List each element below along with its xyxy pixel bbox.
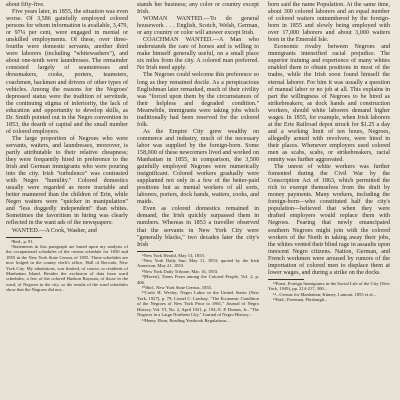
body-paragraph: born said the name Population. At the same time, about 300 colored laborers and an equal number of colored waiters outnumbered by the foreign-born in 1855 and slowly being employed with over 17,000 laborers and about 3,000 waiters born in the Emerald Isle. <box>268 2 390 44</box>
footnote: ¹¹Carlo H. Wesley, Negro Labor in the United States (New York, 1927), p. 79; Lionel C. Lindsay, "The Economic Condition of the Negroes of New York Prior to 1861," Journal of Negro History, Vol. VI, No. 2, April 1921, p. 194; E. P. Dumas, Jr., "The Negroes in a Large Northern City," Journal of Negro History... <box>137 290 259 318</box>
want-ad: WOMAN WANTED.—To do general housework . . . English, Scotch, Welsh, German, or any country or color will answer except Irish. <box>137 16 259 37</box>
footnote-rule <box>268 279 304 280</box>
footnote: ⁸New York Daily Tribune, Mar. 16, 1853. <box>142 268 219 274</box>
body-paragraph: Five years later, in 1855, the situation was even worse. Of 3,586 gainfully employed colored persons for whom information is available, 3,479, or 97¼ per cent, were engaged in menial or unskilled employments. Of these, over three-fourths were domestic servants, another third were laborers (including "whitewashers"), and about one-tenth were laundresses. The remainder consisted largely of seamstresses and dressmakers, cooks, porters, teamsters, coachmen, hackmen and drivers of other types of vehicles. Among the reasons for the Negroes' depressed status were the tradition of servitude, the continuing stigma of inferiority, the lack of education and opportunity to develop skills, as Dr. Smith pointed out in the Negro convention in 1853, the dearth of capital and the small number of colored employers. <box>6 9 128 135</box>
text-column-3 <box>268 2 390 302</box>
body-paragraph: The unrest of white workers was further fomented during the Civil War by the Conscription Act of 1863, which permitted the rich to exempt themselves from the draft by money payments. Many workers, including the foreign-born—who constituted half the city's population—believed that when they were drafted employers would replace them with Negroes. Fearing that newly emancipated southern Negroes might join with the colored workers of the North in taking away their jobs, the whites vented their blind rage in assaults upon innocent Negro citizens. Nation, German, and French workmen were aroused by rumors of the importation of colored men to displace them at lower wages, and during a strike on the docks <box>268 164 390 276</box>
footnote: ¹⁵Ibid.; Freeman, Pittsburgh... <box>273 297 328 303</box>
body-paragraph: Even as colored domestics remained in demand, the Irish quickly surpassed them in numbers. Whereas in 1853 a traveller observed that the servants in New York City were "generally blacks," two decades later the city's Irish <box>137 206 259 248</box>
body-paragraph: As the Empire City grew wealthy on commerce and industry, much of the necessary labor was supplied by the foreign-born. Some 158,000 of these newcomers lived and worked on Manhattan in 1855, in comparison, the 3,500 gainfully employed Negroes were numerically insignificant. Colored workers gradually were supplanted not only in a few of the better-paid positions but as menial workers of all sorts, laborers, porters, dock hands, waiters, cooks, and maids. <box>137 128 259 206</box>
body-paragraph: Economic rivalry between Negroes and immigrants intensified racial prejudice. The superior training and experience of many whites enabled them to obtain positions in most of the trades, while the Irish soon found himself the eternal laborer. For him it was usually a question of manual labor or no job at all. This explains in part the willingness of Negroes to be hired as strikebreakers; as dock hands and construction workers, should white laborers demand higher wages. In 1855, for example, when Irish laborers at the Erie Railroad depot struck for $1.25 a day and a working limit of ten hours, Negroes, allegedly armed with revolvers, were hired in their places. Whenever employers used colored men as scabs, scabs, or strikebreakers, racial enmity was further aggravated. <box>268 44 390 164</box>
footnote: ¹³Ernst, Foreign Immigrants in the Social Life of the City (New York, 1949), pp. 214-217, 300... <box>268 280 390 292</box>
want-ad: COACHMAN WANTED.—A Man who understands the care of horses and is willing to make himself generally useful, on a small place six miles from the city. A colored man preferred. No Irish need apply. <box>137 37 259 72</box>
body-paragraph: WANTED.—A Cook, Washer, and <box>12 227 97 234</box>
footnote: ⁶New York Herald, May 13, 1853. <box>142 252 205 258</box>
footnote: ¹²Henry Ebon, Reading Yearbook Regulations... <box>142 317 230 323</box>
footnote: ⁵Statements in this paragraph are based upon my analysis of the occupational schedules of the census schedule for 1850 and 1855 in the New York State Census of 1855. These schedules are now lodged in the county clerk's office, Hall of Records, New York City. My tabulations, was limited, of course, to residents of Manhattan Island. Besides the exclusion of data from ward schedules, a few of the colored Hudson Bayouta, of those in the ward, of Negroes in the city, so the results of the ward schedules show that the Negroes did not... <box>6 243 128 293</box>
footnote: ⁴Ibid., p. 91. <box>11 238 34 244</box>
body-paragraph: The large proportion of Negroes who were servants, waiters, and laundresses, moreover, is partly attributable to their relative cheapness; they were frequently hired in preference to the Irish and German immigrants who were pouring into the city. Irish "turbulence" was contrasted with Negro "humility." Colored domestics usually were regarded as more tractable and better mannered than the children of Erin, while Negro waiters were "quicker in manipulation" and "less doggedly independent" than whites. Sometimes the favoritism in hiring was clearly reflected in the want ads of the newspapers: <box>6 135 128 227</box>
footnote: ¹⁴...Census for Manhattan; Kinney, Lamont, 1855 et al... <box>273 291 377 297</box>
body-paragraph: about fifty-five. <box>6 2 45 8</box>
body-paragraph: stands her business; any color or country except Irish. <box>137 2 259 16</box>
footnote: ¹⁰Ibid., New York State Census, 1855. <box>142 285 213 291</box>
body-paragraph: The Negroes could welcome this preference so long as they remained docile. As a perspicacious Englishman later remarked, much of their civility was "forced upon them by the circumstances of their helpless and degraded condition." Meanwhile, immigrants were taking jobs which traditionally had been reserved for the colored folk. <box>137 72 259 128</box>
footnote-rule <box>6 237 42 238</box>
footnote: ⁹[Haven], Times From among the Colored People, Vol. 2, p. 406. <box>137 274 259 285</box>
text-column-1 <box>6 2 128 293</box>
footnote: ⁷New York Daily Sun, May 11, 1853; quoted by the Irish American, May 21, 1853. <box>137 258 259 269</box>
text-column-2 <box>137 2 259 323</box>
footnote-rule <box>137 251 173 252</box>
